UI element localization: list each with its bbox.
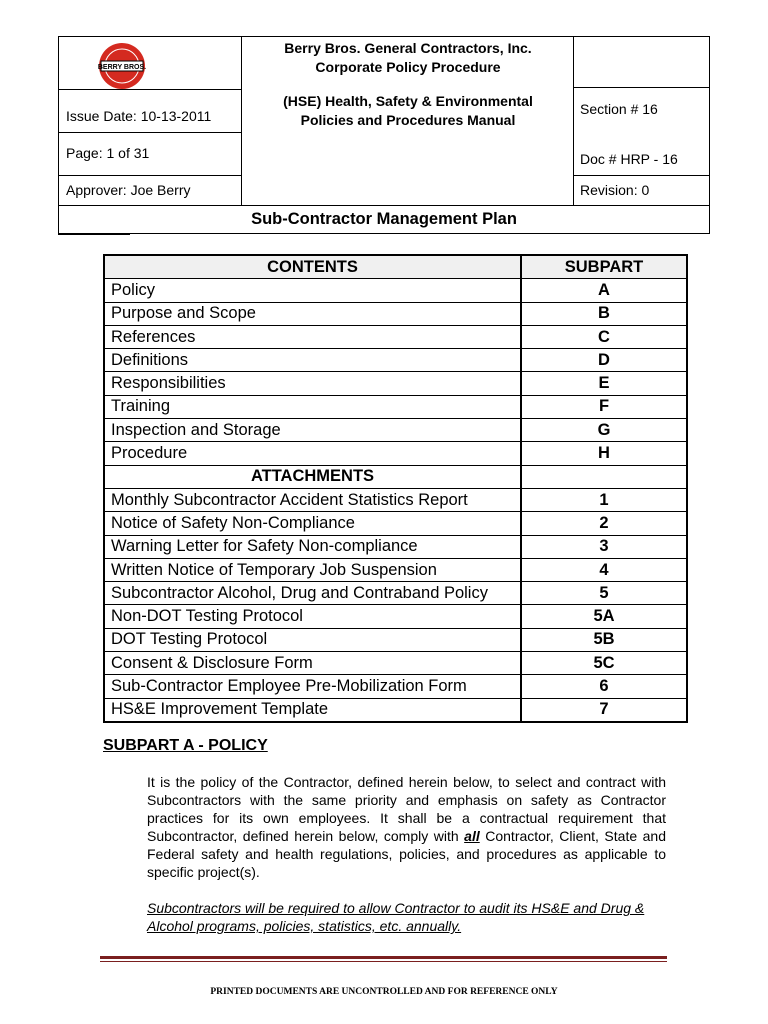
table-row [104, 395, 687, 418]
subpart-code: C [521, 325, 687, 348]
contents-title: Written Notice of Temporary Job Suspension [104, 558, 521, 581]
subpart-code: 5B [521, 628, 687, 651]
contents-title: Definitions [104, 349, 521, 372]
table-row [104, 605, 687, 628]
subpart-code: H [521, 442, 687, 465]
table-row [104, 652, 687, 675]
subpart-code: 3 [521, 535, 687, 558]
subpart-a-heading: SUBPART A - POLICY [103, 737, 268, 754]
table-row [104, 302, 687, 325]
header-divider [59, 175, 241, 176]
table-row [104, 512, 687, 535]
table-row [104, 349, 687, 372]
footer-notice: PRINTED DOCUMENTS ARE UNCONTROLLED AND FOR REFERENCE ONLY [210, 987, 558, 997]
contents-title: Subcontractor Alcohol, Drug and Contraband Policy [104, 582, 521, 605]
manual-line-2: Policies and Procedures Manual [300, 112, 516, 128]
header-divider [59, 132, 241, 133]
contents-title: Consent & Disclosure Form [104, 652, 521, 675]
manual-line-1: (HSE) Health, Safety & Environmental [283, 93, 533, 109]
attachments-code-empty [521, 465, 687, 488]
table-row [104, 442, 687, 465]
table-row [104, 558, 687, 581]
table-row [104, 698, 687, 722]
subpart-code: 4 [521, 558, 687, 581]
subpart-code: 1 [521, 488, 687, 511]
doc-number: Doc # HRP - 16 [580, 151, 678, 167]
subpart-code: B [521, 302, 687, 325]
subpart-code: 5C [521, 652, 687, 675]
contents-title: Procedure [104, 442, 521, 465]
page-count: Page: 1 of 31 [66, 145, 150, 161]
contents-title: Purpose and Scope [104, 302, 521, 325]
table-row [104, 325, 687, 348]
policy-text-1: It is the policy of the Contractor, defined herein below, to select and contract with Subcontractors with the same priority and emphasis on safety as Contractor practices for its own employees. It shall be a contractual requirement that Subcontractor, defined herein below, comply with [147, 774, 666, 844]
table-row [104, 372, 687, 395]
contents-title: Non-DOT Testing Protocol [104, 605, 521, 628]
contents-body [104, 279, 687, 722]
subpart-code: 5A [521, 605, 687, 628]
policy-text-2: Contractor, Client, State and Federal safety and health regulations, policies, and procedures as applicable to specific project(s). [147, 828, 666, 880]
contents-table [103, 254, 688, 723]
approver: Approver: Joe Berry [66, 182, 191, 198]
header-underline [58, 233, 130, 235]
subpart-header: SUBPART [521, 255, 687, 279]
company-logo [97, 41, 147, 91]
subpart-code: D [521, 349, 687, 372]
subpart-code: 6 [521, 675, 687, 698]
revision: Revision: 0 [580, 182, 650, 198]
table-row [104, 582, 687, 605]
header-divider [573, 175, 709, 176]
subpart-code: A [521, 279, 687, 302]
footer-rule-thin [100, 961, 667, 962]
contents-title: Notice of Safety Non-Compliance [104, 512, 521, 535]
doc-type: Corporate Policy Procedure [315, 59, 501, 75]
contents-title: HS&E Improvement Template [104, 698, 521, 722]
attachments-row [104, 465, 687, 488]
contents-title: DOT Testing Protocol [104, 628, 521, 651]
table-row [104, 675, 687, 698]
header-divider [59, 89, 241, 90]
plan-title: Sub-Contractor Management Plan [251, 210, 517, 228]
subpart-code: 2 [521, 512, 687, 535]
contents-title: Warning Letter for Safety Non-compliance [104, 535, 521, 558]
contents-title: Training [104, 395, 521, 418]
table-header-row [104, 255, 687, 279]
contents-title: Policy [104, 279, 521, 302]
policy-emphasis: all [464, 828, 480, 844]
audit-paragraph: Subcontractors will be required to allow Contractor to audit its HS&E and Drug & Alcohol programs, policies, statistics, etc. annually. [147, 900, 645, 934]
subpart-code: G [521, 419, 687, 442]
subpart-code: 7 [521, 698, 687, 722]
contents-title: Inspection and Storage [104, 419, 521, 442]
table-row [104, 488, 687, 511]
issue-date: Issue Date: 10-13-2011 [66, 108, 212, 124]
contents-title: Monthly Subcontractor Accident Statistics Report [104, 488, 521, 511]
table-row [104, 419, 687, 442]
subpart-code: F [521, 395, 687, 418]
attachments-label: ATTACHMENTS [104, 465, 521, 488]
table-row [104, 535, 687, 558]
subpart-code: 5 [521, 582, 687, 605]
table-row [104, 628, 687, 651]
contents-title: Responsibilities [104, 372, 521, 395]
logo-text: BERRY BROS. [97, 64, 147, 71]
section-number: Section # 16 [580, 101, 658, 117]
table-row [104, 279, 687, 302]
company-name: Berry Bros. General Contractors, Inc. [284, 40, 532, 56]
header-divider [573, 87, 709, 88]
document-header [58, 36, 710, 234]
policy-paragraph [147, 773, 666, 881]
contents-title: References [104, 325, 521, 348]
manual-block [242, 92, 574, 130]
contents-header: CONTENTS [104, 255, 521, 279]
footer-rule [100, 956, 667, 959]
company-block [242, 39, 574, 77]
subpart-code: E [521, 372, 687, 395]
contents-title: Sub-Contractor Employee Pre-Mobilization Form [104, 675, 521, 698]
